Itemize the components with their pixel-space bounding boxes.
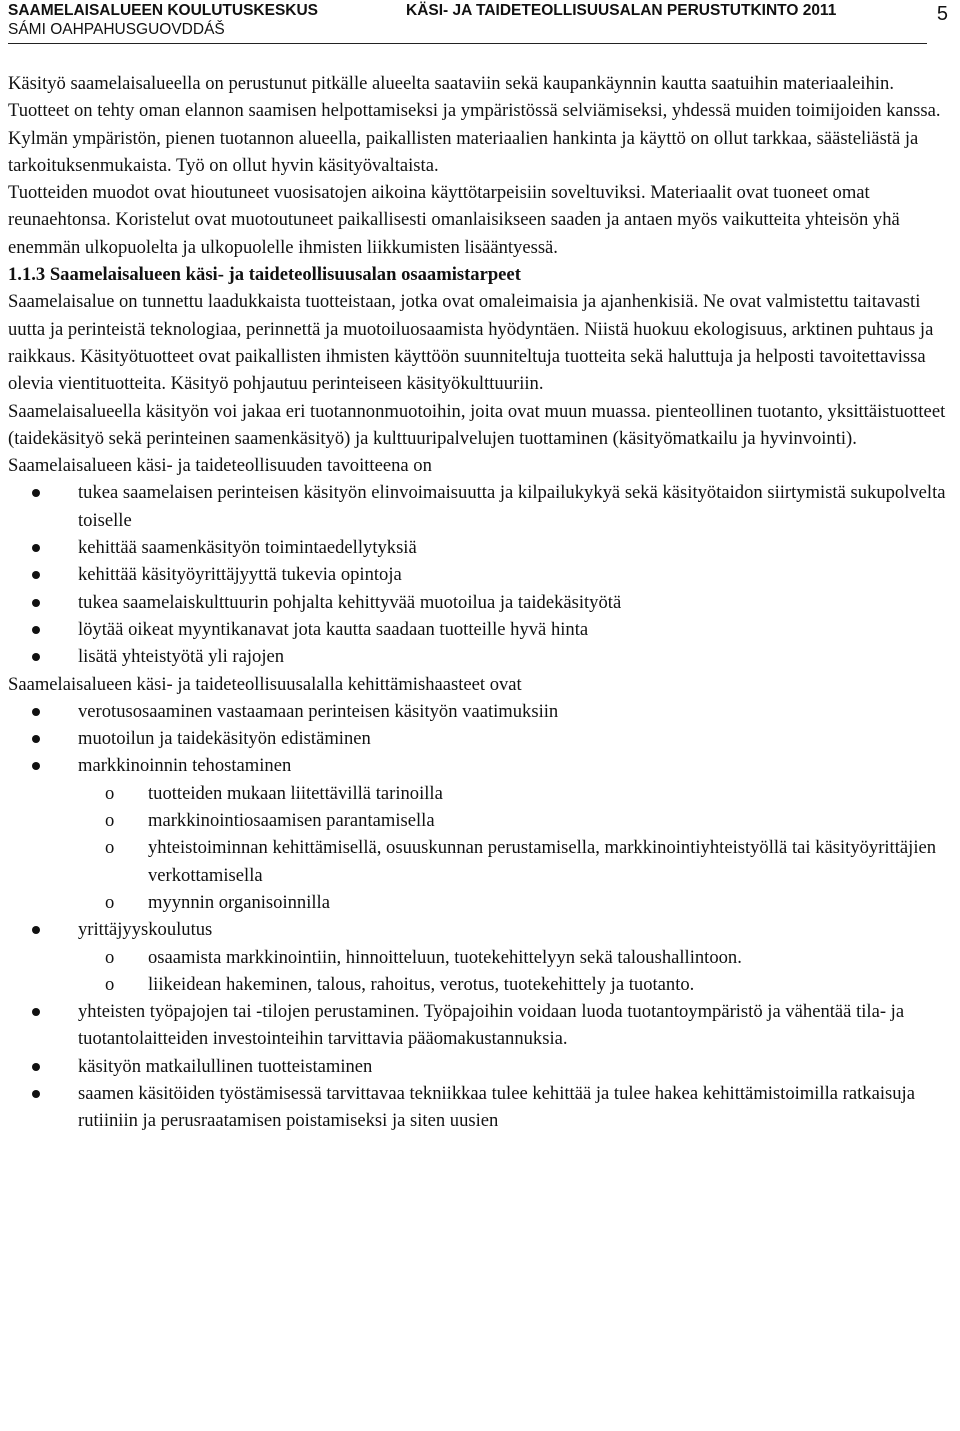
marketing-sublist bbox=[78, 780, 954, 916]
list-item bbox=[8, 916, 954, 998]
page-number: 5 bbox=[936, 3, 948, 25]
intro-paragraph-2: Tuotteiden muodot ovat hioutuneet vuosisatojen aikoina käyttötarpeisiin soveltuviksi. Materiaalit ovat tuoneet omat reunaehtonsa. Koristelut ovat muotoutuneet paikallisesti omanlaisikseen saaden ja antaen myös vaikutteita yhteisön yhä enemmän ulkopuolelta ja ulkopuolelle ihmisten liikkumisten lisääntyessä. bbox=[8, 182, 900, 258]
list-item: lisätä yhteistyötä yli rajojen bbox=[8, 643, 954, 670]
section-heading: 1.1.3 Saamelaisalueen käsi- ja taideteollisuusalan osaamistarpeet bbox=[8, 264, 521, 286]
sub-list-item: o myynnin organisoinnilla bbox=[8, 889, 954, 916]
list-item: tukea saamelaiskulttuurin pohjalta kehittyvää muotoilua ja taidekäsityötä bbox=[8, 589, 954, 616]
organization-name: SAAMELAISALUEEN KOULUTUSKESKUS bbox=[8, 2, 319, 19]
list-item: yhteisten työpajojen tai -tilojen perustaminen. Työpajoihin voidaan luoda tuotantoympäristö ja vähentää tila- ja tuotantolaitteiden investointeihin tarvittavia pääomakustannuksia. bbox=[8, 998, 954, 1053]
list-item-label: markkinoinnin tehostaminen bbox=[78, 755, 292, 777]
list-item: kehittää käsityöyrittäjyyttä tukevia opintoja bbox=[8, 561, 954, 588]
page-header bbox=[8, 0, 950, 48]
sub-list-item: o tuotteiden mukaan liitettävillä tarinoilla bbox=[8, 780, 954, 807]
list-item-label: yrittäjyyskoulutus bbox=[78, 919, 213, 941]
document-body bbox=[8, 70, 954, 1135]
section-paragraph-1: Saamelaisalue on tunnettu laadukkaista tuotteistaan, jotka ovat omaleimaisia ja ajanhenkisiä. Ne ovat valmistettu taitavasti uutta ja perinteistä teknologiaa, perinnettä ja muotoiluosaamista hyödyntäen. Niistä huokuu ekologisuus, arktinen puhtaus ja raikkaus. Käsityötuotteet ovat paikallisten ihmisten käyttöön suunniteltuja tuotteita sekä haluttuja ja helposti tavoitettavissa olevia vientituotteita. Käsityö pohjautuu perinteiseen käsityökulttuuriin. bbox=[8, 291, 934, 395]
list-item bbox=[8, 752, 954, 916]
list-item: löytää oikeat myyntikanavat jota kautta saadaan tuotteille hyvä hinta bbox=[8, 616, 954, 643]
document-title: KÄSI- JA TAIDETEOLLISUUSALAN PERUSTUTKINTO 2011 bbox=[406, 2, 837, 19]
list-item: käsityön matkailullinen tuotteistaminen bbox=[8, 1053, 954, 1080]
list-item: kehittää saamenkäsityön toimintaedellytyksiä bbox=[8, 534, 954, 561]
sub-list-item: o markkinointiosaamisen parantamisella bbox=[8, 807, 954, 834]
section-paragraph-2: Saamelaisalueella käsityön voi jakaa eri tuotannonmuotoihin, joita ovat muun muassa. pienteollinen tuotanto, yksittäistuotteet (taidekäsityö sekä perinteinen saamenkäsityö) ja kulttuuripalvelujen tuottaminen (käsityömatkailu ja hyvinvointi). bbox=[8, 400, 946, 449]
list-item: verotusosaaminen vastaamaan perinteisen käsityön vaatimuksiin bbox=[8, 698, 954, 725]
list-item: saamen käsitöiden työstämisessä tarvittavaa tekniikkaa tulee kehittää ja tulee hakea kehittämistoimilla ratkaisuja rutiiniin ja perusraatamisen poistamiseksi ja siten uusien bbox=[8, 1080, 954, 1135]
sub-list-item: o osaamista markkinointiin, hinnoitteluun, tuotekehittelyyn sekä taloushallintoon. bbox=[8, 944, 954, 971]
organization-subtitle: SÁMI OAHPAHUSGUOVDDÁŠ bbox=[8, 21, 225, 38]
list-item: muotoilun ja taidekäsityön edistäminen bbox=[8, 725, 954, 752]
intro-paragraph-1: Käsityö saamelaisalueella on perustunut pitkälle alueelta saataviin sekä kaupankäynnin kautta saatuihin materiaaleihin. Tuotteet on tehty oman elannon saamisen helpottamiseksi ja ympäristössä selviämiseksi, yhdessä muiden toimijoiden kanssa. Kylmän ympäristön, pienen tuotannon alueella, paikallisten materiaalien hankinta ja käyttö on ollut tarkkaa, säästeliästä ja tarkoituksenmukaista. Työ on ollut hyvin käsityövaltaista. bbox=[8, 73, 941, 176]
goals-list bbox=[8, 479, 954, 670]
sub-list-item: o yhteistoiminnan kehittämisellä, osuuskunnan perustamisella, markkinointiyhteistyöllä tai käsityöyrittäjien verkottamisella bbox=[8, 834, 954, 889]
entrepreneurship-sublist bbox=[78, 944, 954, 999]
challenges-intro: Saamelaisalueen käsi- ja taideteollisuusalalla kehittämishaasteet ovat bbox=[8, 673, 522, 695]
sub-list-item: o liikeidean hakeminen, talous, rahoitus, verotus, tuotekehittely ja tuotanto. bbox=[8, 971, 954, 998]
list-item: tukea saamelaisen perinteisen käsityön elinvoimaisuutta ja kilpailukykyä sekä käsityötaidon siirtymistä sukupolvelta toiselle bbox=[8, 479, 954, 534]
challenges-list bbox=[8, 698, 954, 1135]
goals-intro: Saamelaisalueen käsi- ja taideteollisuuden tavoitteena on bbox=[8, 455, 432, 477]
header-divider bbox=[8, 43, 927, 44]
